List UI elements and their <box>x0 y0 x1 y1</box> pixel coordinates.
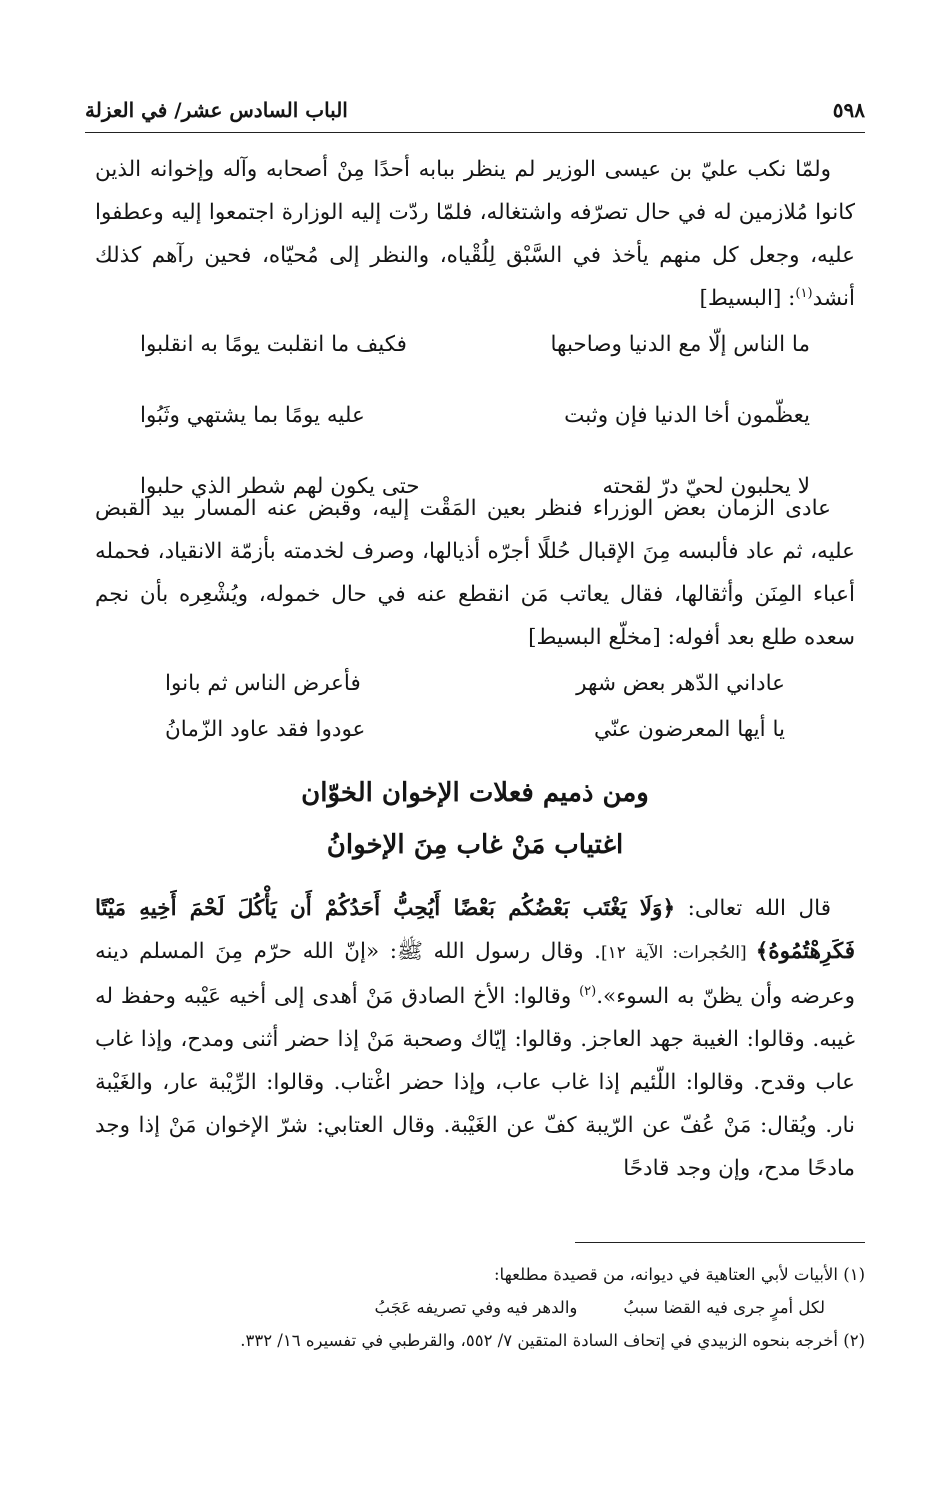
poem-block-2 <box>165 664 785 750</box>
paragraph-vizier-fortune <box>95 487 855 659</box>
footnote-verse-second-hemistich: والدهر فيه وفي تصريفه عَجَبُ <box>374 1298 578 1317</box>
section-subheading: اغتياب مَنْ غاب مِنَ الإخوانُ <box>326 830 624 860</box>
verse-line <box>140 396 810 436</box>
verse-line <box>165 664 785 704</box>
running-title: الباب السادس عشر/ في العزلة <box>85 98 348 122</box>
paragraph-backbiting <box>95 887 855 1190</box>
footnote-mark-1[interactable]: (١) <box>795 285 813 301</box>
verse-first-hemistich: ما الناس إلّا مع الدنيا وصاحبها <box>550 332 810 357</box>
verse-first-hemistich: يا أيها المعرضون عنّي <box>593 717 785 742</box>
paragraph-intro: قال الله تعالى: <box>675 896 831 921</box>
quran-reference: [الحُجرات: الآية ١٢] <box>600 943 756 963</box>
verse-second-hemistich: فكيف ما انقلبت يومًا به انقلبوا <box>140 332 407 357</box>
paragraph-text: عادى الزمان بعض الوزراء فنظر بعين المَقْت إليه، وقبض عنه المسار بيد القبض عليه، ثم عاد فألبسه مِنَ الإقبال حُللًا أجرّه أذيالها، وصرف لخدمته بأزمّة الانقياد، فحمله أعباء المِنَن وأثقالها، فقال يعاتب مَن انقطع عنه في حال خموله، ويُشْعِره بأن نجم سعده طلع بعد أفوله: <box>95 496 855 650</box>
section-heading: ومن ذميم فعلات الإخوان الخوّان <box>301 778 649 808</box>
poem-block-1 <box>140 325 810 507</box>
footnote-1: (١) الأبيات لأبي العتاهية في ديوانه، من قصيدة مطلعها: <box>493 1265 865 1284</box>
verse-first-hemistich: لا يحلبون لحيّ درّ لقحته <box>602 474 810 499</box>
sayings-text: وقالوا: الأخ الصادق مَنْ أهدى إلى أخيه عَيْبه وحفظ له غيبه. وقالوا: الغيبة جهد العاجز. وقالوا: إيّاك وصحبة مَنْ إذا حضر أثنى ومدح، وإذا غاب عاب وقدح. وقالوا: اللّئيم إذا غاب عاب، وإذا حضر اغْتاب. وقالوا: الرِّيْبة عار، والغَيْبة نار. ويُقال: مَنْ عُفّ عن الرّيبة كفّ عن الغَيْبة. وقال العتابي: شرّ الإخوان مَنْ إذا وجد مادحًا مدح، وإن وجد قادحًا <box>95 984 855 1181</box>
quran-verse: ﴿وَلَا يَغْتَب بَعْضُكُم بَعْضًا أَيُحِبُّ أَحَدُكُمْ أَن يَأْكُلَ لَحْمَ أَخِيهِ مَيْتًا فَكَرِهْتُمُوهُ﴾ <box>95 896 855 964</box>
paragraph-text: ولمّا نكب عليّ بن عيسى الوزير لم ينظر ببابه أحدًا مِنْ أصحابه وآله وإخوانه الذين كانوا مُلازمين له في حال تصرّفه واشتغاله، فلمّا ردّت إليه الوزارة اجتمعوا إليه وعطفوا عليه، وجعل كل منهم يأخذ في السَّبْق لِلُقْياه، والنظر إلى مُحيّاه، فحين رآهم كذلك أنشد <box>95 157 855 311</box>
verse-second-hemistich: عليه يومًا بما يشتهي وثَبُوا <box>140 403 365 428</box>
page-number: ٥٩٨ <box>832 98 865 122</box>
verse-second-hemistich: حتى يكون لهم شطر الذي حلبوا <box>140 474 420 499</box>
footnote-mark-2[interactable]: (٢) <box>579 983 597 999</box>
verse-second-hemistich: عودوا فقد عاود الزّمانُ <box>165 717 366 742</box>
footnote-divider <box>575 1242 865 1243</box>
poem-meter-label: : [البسيط] <box>699 286 796 311</box>
footnotes <box>85 1258 865 1357</box>
verse-line <box>165 710 785 750</box>
footnote-verse-first-hemistich: لكل أمرٍ جرى فيه القضا سببُ <box>623 1298 825 1317</box>
footnote-2: (٢) أخرجه بنحوه الزبيدي في إتحاف السادة المتقين ٧/ ٥٥٢، والقرطبي في تفسيره ١٦/ ٣٣٢. <box>240 1331 865 1350</box>
hadith-text: . وقال رسول الله ﷺ: «إنّ الله حرّم مِنَ المسلم دينه وعرضه وأن يظنّ به السوء». <box>95 939 856 1009</box>
verse-first-hemistich: عاداني الدّهر بعض شهر <box>576 671 785 696</box>
poem-meter-label: [مخلّع البسيط] <box>528 625 661 650</box>
footnote-1-verse <box>85 1291 865 1324</box>
verse-line <box>140 325 810 365</box>
paragraph-ali-ibn-isa <box>95 148 855 320</box>
verse-first-hemistich: يعظّمون أخا الدنيا فإن وثبت <box>564 403 810 428</box>
verse-second-hemistich: فأعرض الناس ثم بانوا <box>165 671 361 696</box>
page-header <box>85 88 865 133</box>
